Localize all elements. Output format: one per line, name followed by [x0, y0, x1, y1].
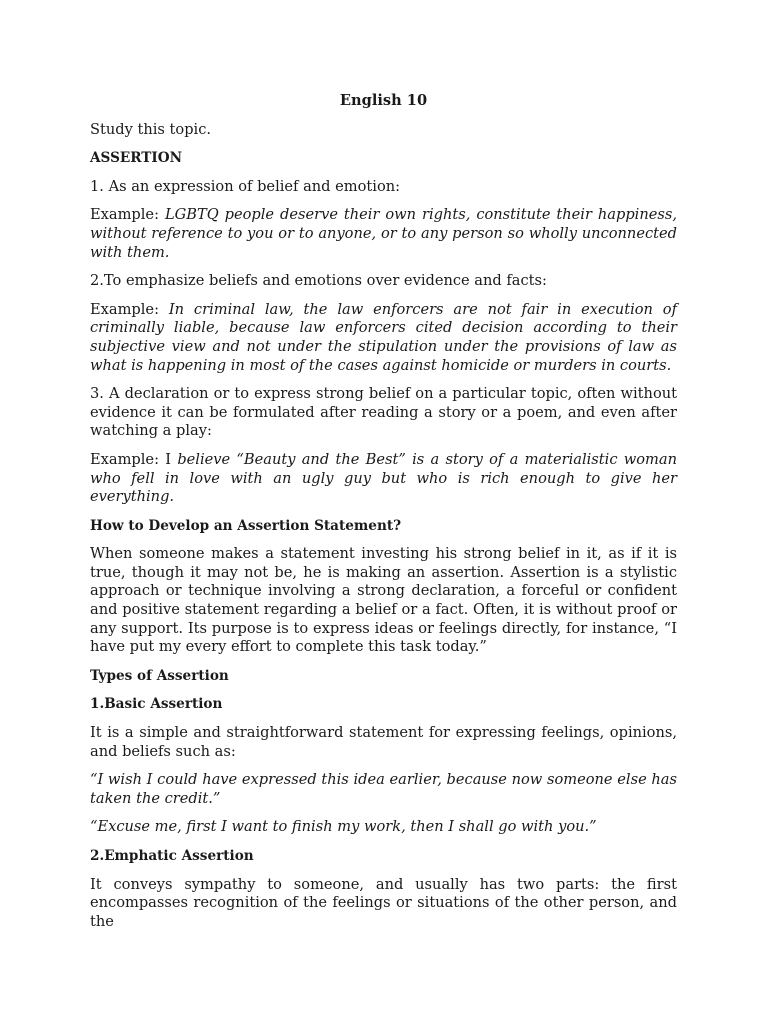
example-2	[90, 301, 677, 375]
example-1-label: Example:	[90, 206, 165, 224]
example-2-label: Example:	[90, 300, 169, 318]
heading-assertion: ASSERTION	[90, 150, 183, 167]
item-3: 3. A declaration or to express strong belief on a particular topic, often without evidence it can be formulated after reading a story or a poem, and even after watching a play:	[90, 385, 677, 440]
basic-quote-2: “Excuse me, first I want to finish my work, then I shall go with you.”	[90, 818, 597, 836]
intro-text: Study this topic.	[90, 120, 212, 138]
heading-types: Types of Assertion	[90, 667, 229, 684]
document-page	[90, 92, 677, 941]
example-3	[90, 451, 677, 507]
basic-quote-1: “I wish I could have expressed this idea earlier, because now someone else has taken the credit.”	[90, 771, 677, 807]
develop-paragraph: When someone makes a statement investing his strong belief in it, as if it is true, though it may not be, he is making an assertion. Assertion is a stylistic approach or technique involving a strong declaration, a forceful or confident and positive statement regarding a belief or a fact. Often, it is without proof or any support. Its purpose is to express ideas or feelings directly, for instance, “I have put my every effort to complete this task today.”	[90, 545, 677, 656]
item-2: 2.To emphasize beliefs and emotions over evidence and facts:	[90, 272, 547, 290]
emphatic-paragraph: It conveys sympathy to someone, and usually has two parts: the first encompasses recognition of the feelings or situations of the other person, and the	[90, 875, 677, 930]
item-1: 1. As an expression of belief and emotion:	[90, 177, 401, 195]
example-3-text: believe “Beauty and the Best” is a story of a materialistic woman who fell in love with an ugly guy but who is rich enough to give her everything.	[90, 450, 677, 506]
document-title: English 10	[339, 92, 428, 109]
example-1	[90, 206, 677, 262]
heading-basic: 1.Basic Assertion	[90, 696, 223, 713]
example-3-label: Example: I	[90, 450, 178, 468]
example-1-text: LGBTQ people deserve their own rights, constitute their happiness, without reference to you or to anyone, or to any person so wholly unconnected with them.	[90, 206, 678, 261]
heading-emphatic: 2.Emphatic Assertion	[90, 848, 254, 864]
heading-develop: How to Develop an Assertion Statement?	[90, 517, 402, 534]
basic-paragraph: It is a simple and straightforward statement for expressing feelings, opinions, and beliefs such as:	[90, 724, 677, 760]
example-2-text: In criminal law, the law enforcers are not fair in execution of criminally liable, because law enforcers cited decision according to their subjective view and not under the stipulation under the provisions of law as what is happening in most of the cases against homicide or murders in courts.	[90, 300, 677, 374]
